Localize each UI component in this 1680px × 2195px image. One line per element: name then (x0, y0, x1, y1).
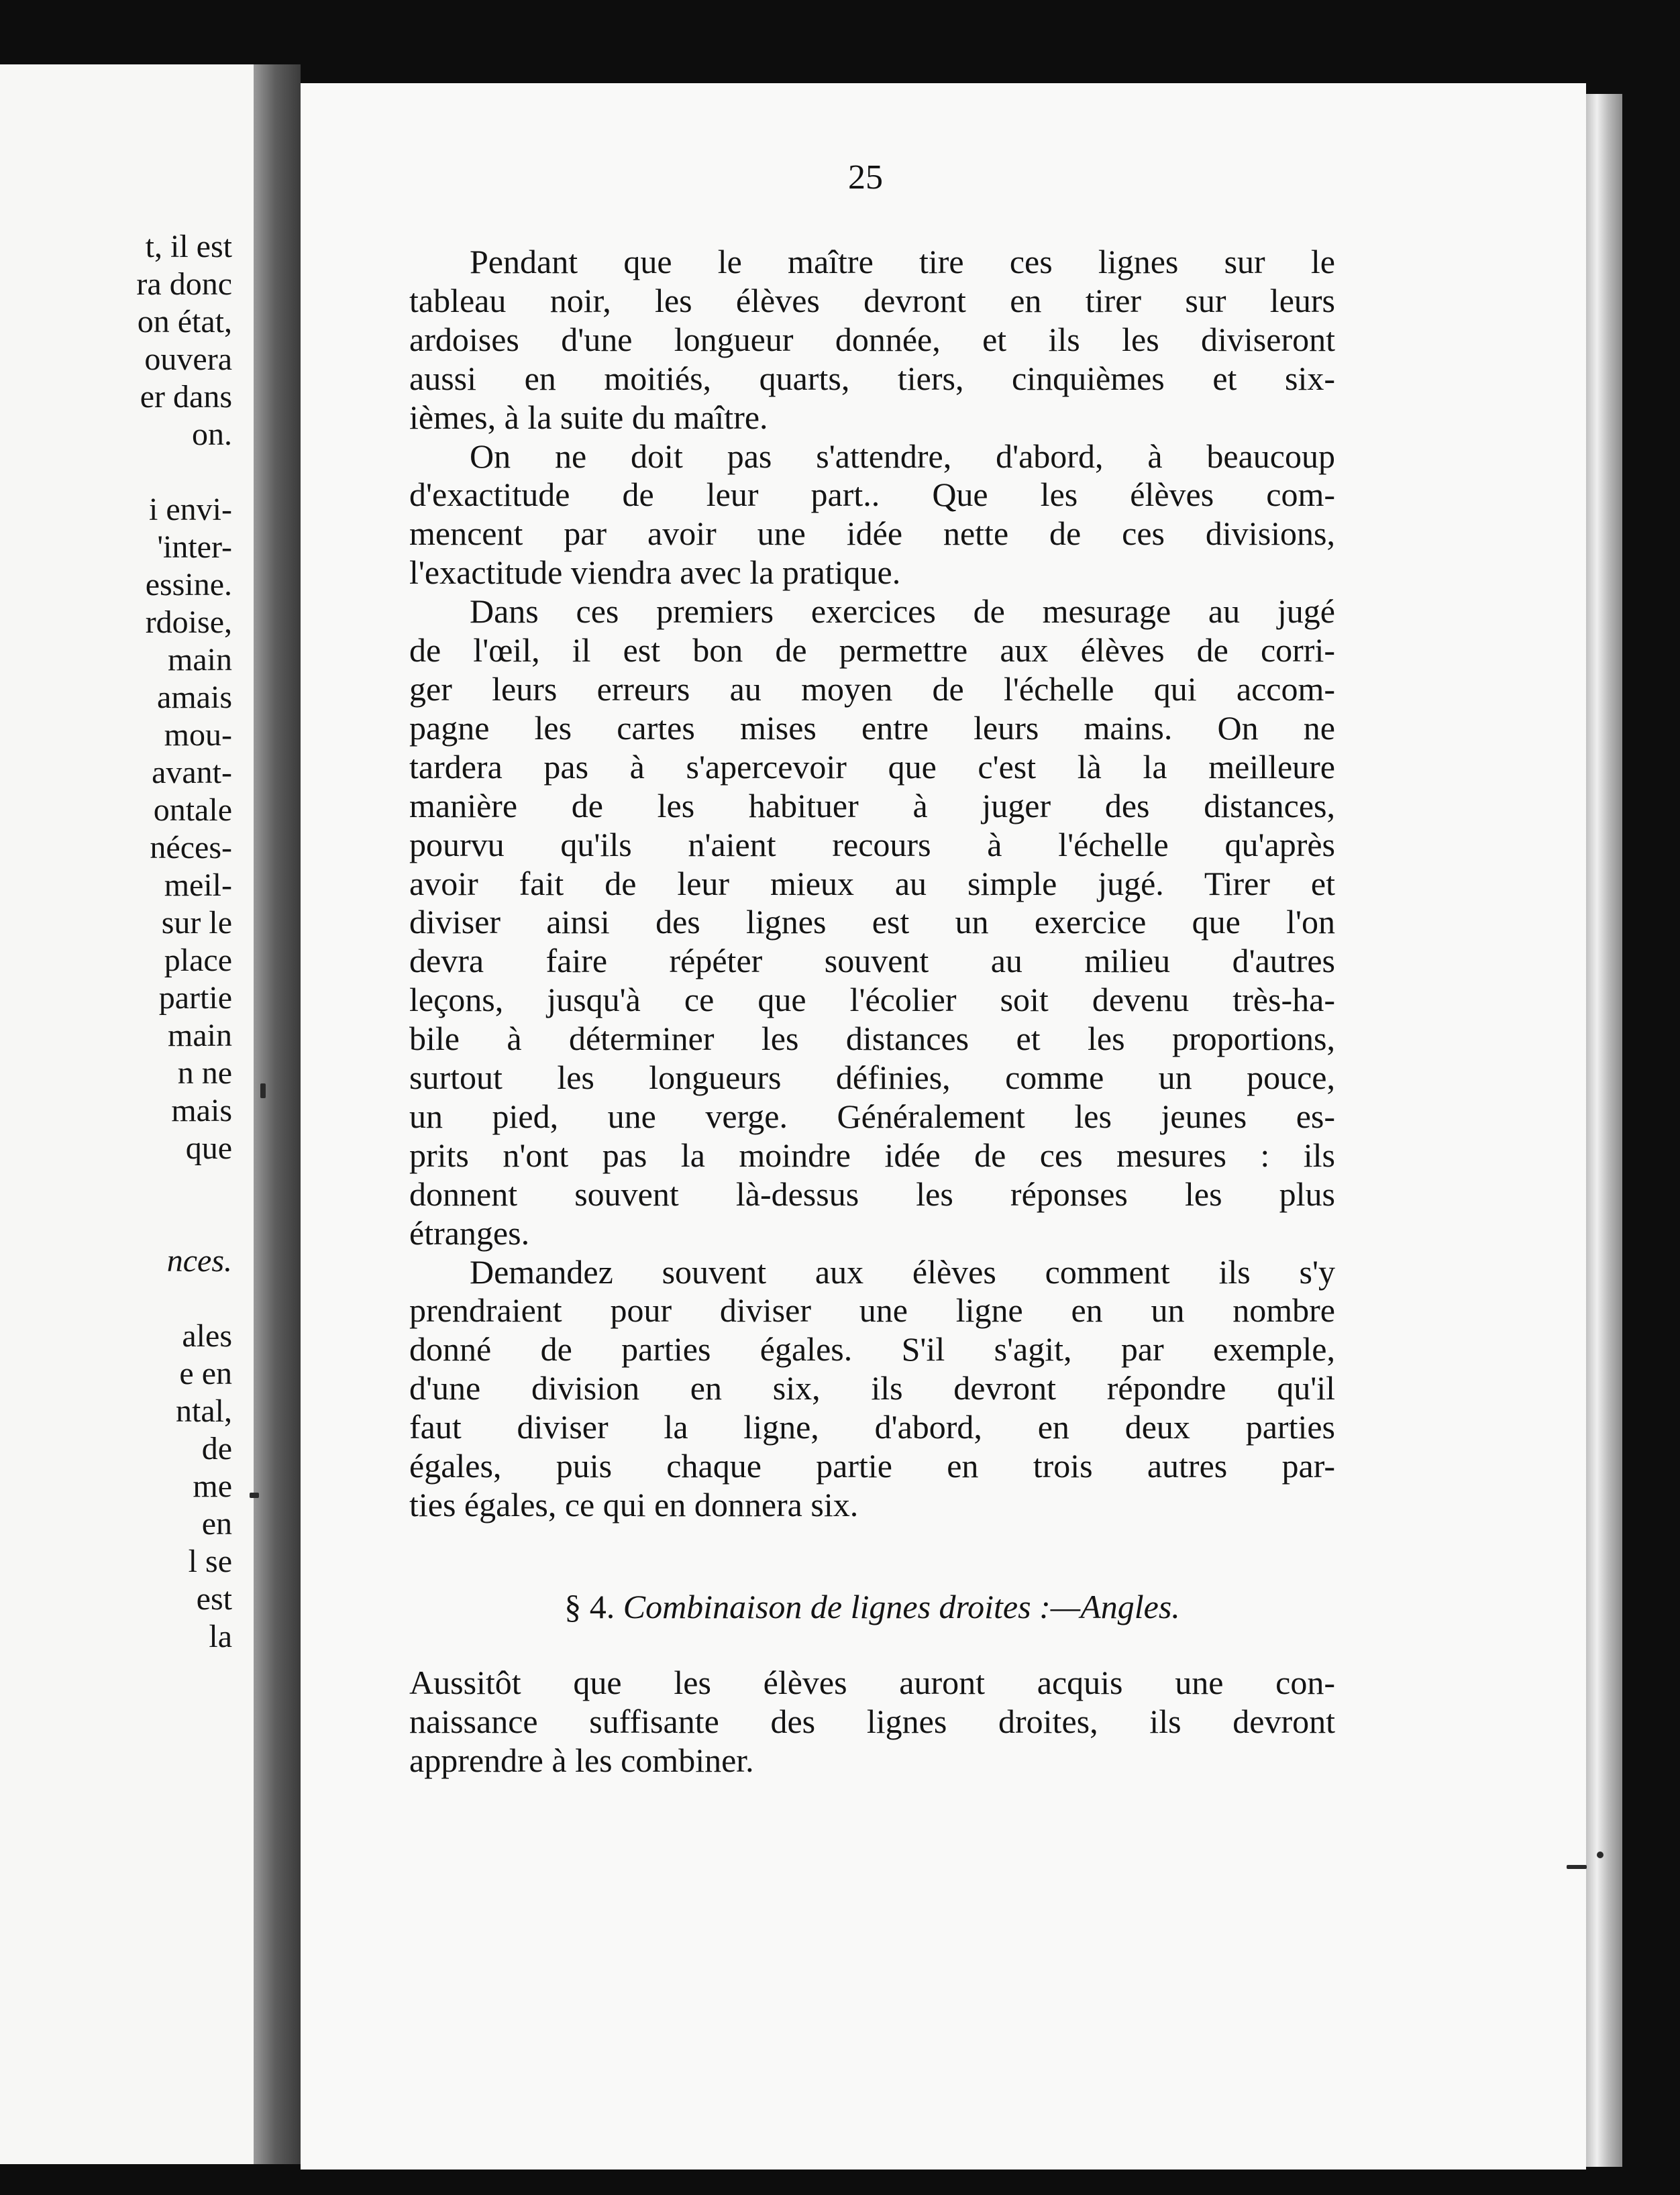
text-line: d'une division en six, ils devront répondre qu'il (409, 1369, 1335, 1407)
left-page-line: on état, (137, 304, 232, 339)
left-page-line: on. (192, 417, 232, 452)
text-line: ger leurs erreurs au moyen de l'échelle qui accom- (409, 670, 1335, 708)
text-line: tardera pas à s'apercevoir que c'est là la meilleure (409, 747, 1335, 786)
body-text (409, 243, 1335, 1525)
left-page-line: nces. (166, 1243, 232, 1279)
text-line: On ne doit pas s'attendre, d'abord, à beaucoup (470, 437, 1335, 475)
left-page-line: i envi- (149, 492, 232, 527)
left-page-line: rdoise, (145, 604, 232, 640)
left-page-line: sur le (161, 905, 232, 941)
text-line: Dans ces premiers exercices de mesurage au jugé (470, 592, 1335, 631)
left-page-line: mais (171, 1093, 232, 1128)
text-line: Demandez souvent aux élèves comment ils s'y (470, 1252, 1335, 1291)
text-line: pourvu qu'ils n'aient recours à l'échelle qu'après (409, 825, 1335, 863)
text-line: pagne les cartes mises entre leurs mains. On ne (409, 708, 1335, 747)
left-page-line: néces- (150, 830, 232, 865)
left-page-line: amais (157, 680, 232, 715)
left-page-line: meil- (164, 867, 232, 903)
left-page-line: ntal, (176, 1393, 232, 1429)
left-page-line: ales (182, 1318, 232, 1354)
text-line: l'exactitude viendra avec la pratique. (409, 553, 901, 592)
text-line: apprendre à les combiner. (409, 1741, 754, 1779)
left-page-line: est (196, 1581, 232, 1617)
previous-page-fragment (0, 64, 282, 2164)
text-line: surtout les longueurs définies, comme un pouce, (409, 1059, 1335, 1097)
text-line: tableau noir, les élèves devront en tirer sur leurs (409, 281, 1335, 319)
text-line: un pied, une verge. Généralement les jeunes es- (409, 1097, 1335, 1135)
left-page-line: ra donc (136, 266, 232, 302)
left-page-line: n ne (177, 1055, 232, 1091)
left-page-line: e en (179, 1356, 232, 1391)
text-line: faut diviser la ligne, d'abord, en deux parties (409, 1408, 1335, 1446)
left-page-line: place (164, 943, 232, 978)
left-page-line: ouvera (144, 341, 232, 377)
left-page-line: partie (158, 980, 232, 1016)
text-line: d'exactitude de leur part.. Que les élèves com- (409, 476, 1335, 514)
left-page-line: la (209, 1619, 232, 1654)
left-page-line: main (168, 642, 232, 678)
scan-speck (1567, 1865, 1587, 1869)
text-line: prits n'ont pas la moindre idée de ces mesures : ils (409, 1136, 1335, 1174)
text-line: ties égales, ce qui en donnera six. (409, 1486, 859, 1523)
page-number: 25 (848, 158, 883, 197)
text-line: mencent par avoir une idée nette de ces divisions, (409, 515, 1335, 553)
text-line: ièmes, à la suite du maître. (409, 398, 768, 436)
left-page-line: de (201, 1431, 232, 1466)
text-line: bile à déterminer les distances et les proportions, (409, 1020, 1335, 1058)
left-page-line: main (168, 1018, 232, 1053)
left-page-line: 'inter- (157, 529, 232, 565)
left-page-line: avant- (152, 755, 232, 790)
section-symbol: § 4. (564, 1588, 615, 1625)
text-line: égales, puis chaque partie en trois autres par- (409, 1447, 1335, 1485)
text-line: Aussitôt que les élèves auront acquis une con- (409, 1664, 1335, 1701)
text-line: donnent souvent là-dessus les réponses les plus (409, 1175, 1335, 1213)
text-line: naissance suffisante des lignes droites, ils devront (409, 1702, 1335, 1740)
left-page-line: me (193, 1468, 232, 1504)
left-page-line: t, il est (145, 229, 232, 264)
left-page-line: er dans (140, 379, 232, 415)
left-page-line: mou- (164, 717, 232, 753)
text-line: leçons, jusqu'à ce que l'écolier soit devenu très-ha- (409, 981, 1335, 1019)
left-page-line: ontale (153, 792, 232, 828)
left-page-line: que (185, 1130, 232, 1166)
text-line: donné de parties égales. S'il s'agit, par exemple, (409, 1330, 1335, 1369)
final-paragraph (409, 1664, 1335, 1780)
text-line: prendraient pour diviser une ligne en un nombre (409, 1291, 1335, 1330)
text-line: Pendant que le maître tire ces lignes sur le (470, 243, 1335, 280)
left-page-line: en (201, 1506, 232, 1542)
scan-speck (1597, 1852, 1604, 1858)
text-line: ardoises d'une longueur donnée, et ils les diviseront (409, 320, 1335, 358)
text-line: avoir fait de leur mieux au simple jugé. Tirer et (409, 864, 1335, 902)
section-title: Combinaison de lignes droites :—Angles. (623, 1588, 1180, 1625)
section-heading (409, 1587, 1335, 1627)
text-line: étranges. (409, 1214, 530, 1252)
text-line: manière de les habituer à juger des distances, (409, 786, 1335, 824)
scan-speck (250, 1493, 259, 1498)
book-gutter (254, 64, 301, 2164)
text-line: de l'œil, il est bon de permettre aux élèves de corri- (409, 631, 1335, 670)
left-page-line: essine. (145, 567, 232, 602)
left-page-line: l se (188, 1544, 232, 1579)
text-line: diviser ainsi des lignes est un exercice que l'on (409, 903, 1335, 941)
scan-speck (260, 1083, 266, 1098)
text-line: aussi en moitiés, quarts, tiers, cinquièmes et six- (409, 359, 1335, 397)
page-edge (1586, 94, 1622, 2167)
text-line: devra faire répéter souvent au milieu d'autres (409, 942, 1335, 980)
